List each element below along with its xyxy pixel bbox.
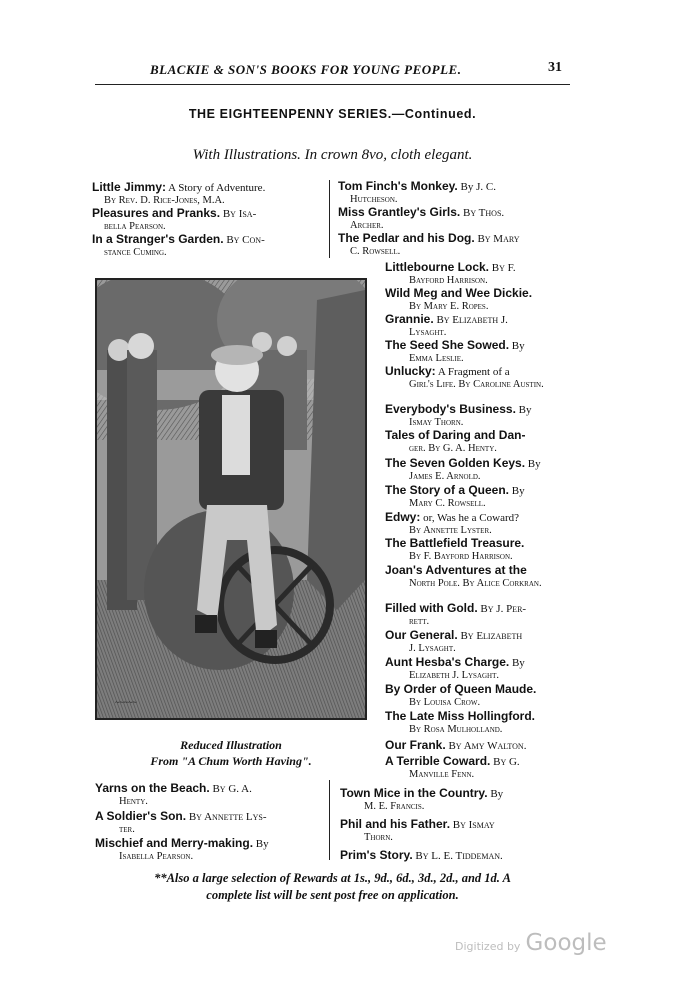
book-entry: The Seven Golden Keys. By James E. Arnold. xyxy=(385,456,541,482)
book-entry: Mischief and Merry-making. By Isabella Pearson. xyxy=(95,836,269,862)
book-entry: Phil and his Father. By Ismay Thorn. xyxy=(340,817,495,843)
book-entry: Town Mice in the Country. By M. E. Francis. xyxy=(340,786,504,812)
book-entry: The Story of a Queen. By Mary C. Rowsell. xyxy=(385,483,525,509)
book-entry: Little Jimmy: A Story of Adventure. By Rev. D. Rice-Jones, M.A. xyxy=(92,180,266,206)
book-entry: Wild Meg and Wee Dickie. By Mary E. Ropes. xyxy=(385,286,533,312)
book-entry: Yarns on the Beach. By G. A. Henty. xyxy=(95,781,252,807)
book-entry: Littlebourne Lock. By F. Bayford Harrison. xyxy=(385,260,516,286)
footer-line-1: **Also a large selection of Rewards at 1s., 9d., 6d., 3d., 2d., and 1d. A xyxy=(154,871,511,885)
book-entry: Miss Grantley's Girls. By Thos. Archer. xyxy=(338,205,505,231)
engraving-illustration xyxy=(95,278,367,720)
book-entry: Our Frank. By Amy Walton. xyxy=(385,738,527,752)
book-entry: The Battlefield Treasure. By F. Bayford Harrison. xyxy=(385,536,525,562)
edition-subtitle: With Illustrations. In crown 8vo, cloth elegant. xyxy=(192,147,473,163)
book-entry: Joan's Adventures at the North Pole. By Alice Corkran. xyxy=(385,563,542,589)
boy-on-roller-picture xyxy=(97,280,365,718)
book-entry: Filled with Gold. By J. Per- rett. xyxy=(385,601,527,627)
book-entry: The Pedlar and his Dog. By Mary C. Rowsell. xyxy=(338,231,520,257)
series-heading: THE EIGHTEENPENNY SERIES.—Continued. xyxy=(188,107,477,121)
header-rule xyxy=(95,84,570,85)
column-divider-bottom xyxy=(329,780,330,860)
book-entry: Unlucky: A Fragment of a Girl's Life. By Caroline Austin. xyxy=(385,364,544,390)
book-entry: Grannie. By Elizabeth J. Lysaght. xyxy=(385,312,508,338)
illustration-caption: Reduced Illustration xyxy=(180,738,282,752)
svg-text:~~~~~: ~~~~~ xyxy=(115,698,137,707)
book-entry: Pleasures and Pranks. By Isa- bella Pearson. xyxy=(92,206,257,232)
book-entry: By Order of Queen Maude. By Louisa Crow. xyxy=(385,682,537,708)
illustration-source: From "A Chum Worth Having". xyxy=(150,754,312,768)
book-entry: Everybody's Business. By Ismay Thorn. xyxy=(385,402,532,428)
running-title: BLACKIE & SON'S BOOKS FOR YOUNG PEOPLE. xyxy=(150,62,462,77)
page-number: 31 xyxy=(548,60,562,75)
book-entry: Edwy: or, Was he a Coward? By Annette Lyster. xyxy=(385,510,520,536)
book-entry: The Seed She Sowed. By Emma Leslie. xyxy=(385,338,525,364)
footer-line-2: complete list will be sent post free on application. xyxy=(206,888,459,902)
column-divider-top xyxy=(329,180,330,258)
digitized-watermark xyxy=(455,930,607,956)
book-entry: In a Stranger's Garden. By Con- stance Cuming. xyxy=(92,232,265,258)
running-header xyxy=(95,60,570,82)
book-entry: Tom Finch's Monkey. By J. C. Hutcheson. xyxy=(338,179,496,205)
book-entry: The Late Miss Hollingford. By Rosa Mulholland. xyxy=(385,709,536,735)
book-entry: Aunt Hesba's Charge. By Elizabeth J. Lysaght. xyxy=(385,655,525,681)
footer-note xyxy=(95,870,570,904)
book-entry: A Soldier's Son. By Annette Lys- ter. xyxy=(95,809,267,835)
book-entry: Prim's Story. By L. E. Tiddeman. xyxy=(340,848,503,862)
book-entry: Tales of Daring and Dan- ger. By G. A. Henty. xyxy=(385,428,526,454)
google-logo: Google xyxy=(525,930,607,956)
book-entry: Our General. By Elizabeth J. Lysaght. xyxy=(385,628,523,654)
book-entry: A Terrible Coward. By G. Manville Fenn. xyxy=(385,754,520,780)
watermark-prefix: Digitized by xyxy=(455,940,521,953)
